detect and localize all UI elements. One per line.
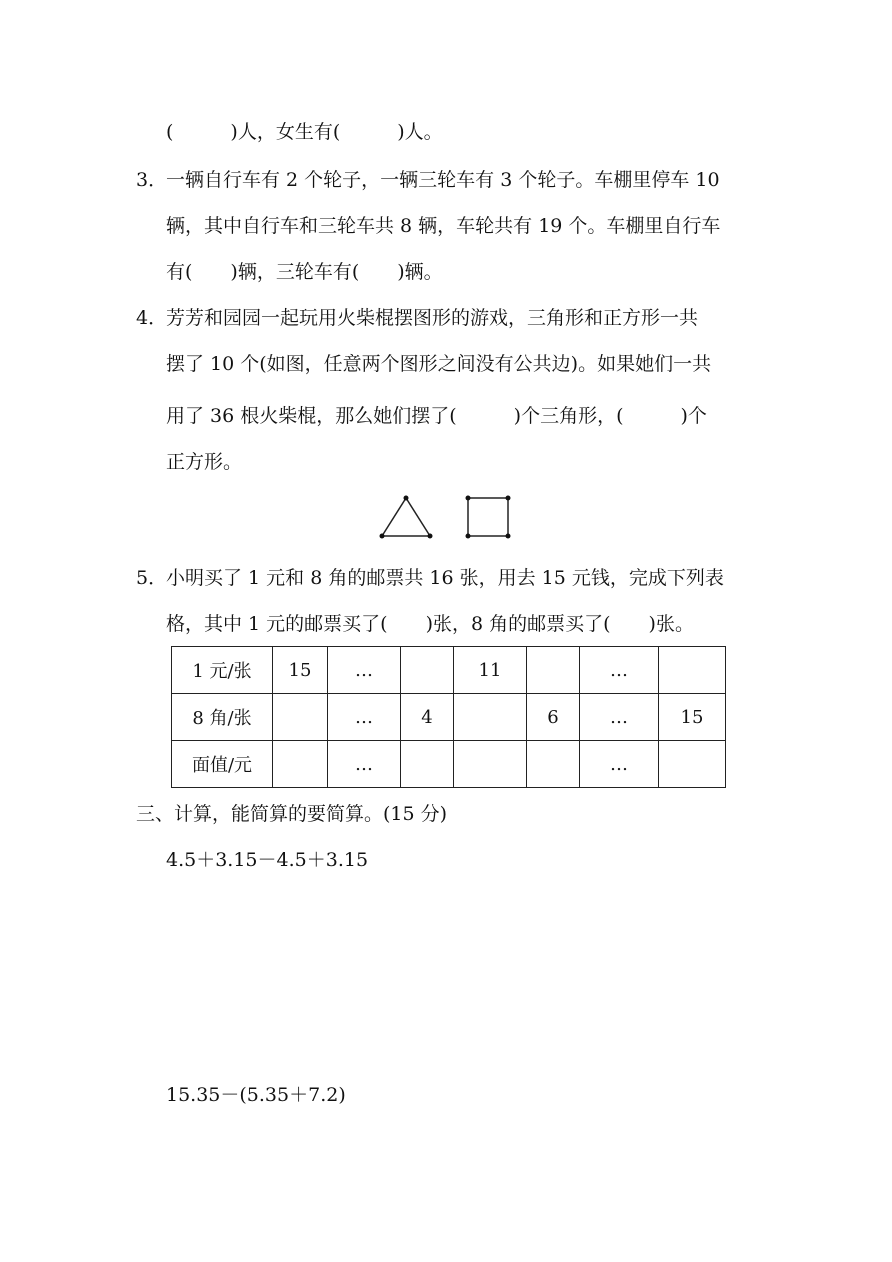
table-cell bbox=[454, 694, 527, 741]
q2-tail-line: ( )人，女生有( )人。 bbox=[166, 121, 443, 143]
table-cell bbox=[659, 647, 726, 694]
table-row bbox=[172, 694, 726, 741]
table-row bbox=[172, 647, 726, 694]
table-cell bbox=[659, 741, 726, 788]
q3-number: 3． bbox=[136, 169, 168, 191]
q3-line-1: 一辆自行车有 2 个轮子，一辆三轮车有 3 个轮子。车棚里停车 10 bbox=[166, 169, 720, 191]
q3-line-3: 有( )辆，三轮车有( )辆。 bbox=[166, 261, 443, 283]
table-cell bbox=[273, 741, 328, 788]
table-cell: … bbox=[580, 741, 659, 788]
q4-number: 4． bbox=[136, 307, 168, 329]
q4-line-2: 摆了 10 个(如图，任意两个图形之间没有公共边)。如果她们一共 bbox=[166, 353, 712, 375]
calc-expression-2: 15.35－(5.35＋7.2) bbox=[166, 1084, 346, 1106]
table-cell: 11 bbox=[454, 647, 527, 694]
table-cell: … bbox=[328, 694, 401, 741]
row-header: 8 角/张 bbox=[172, 694, 273, 741]
q5-number: 5． bbox=[136, 567, 168, 589]
q4-line-4: 正方形。 bbox=[166, 451, 243, 473]
table-cell: … bbox=[580, 647, 659, 694]
q5-line-2: 格，其中 1 元的邮票买了( )张，8 角的邮票买了( )张。 bbox=[166, 613, 694, 635]
table-cell: 15 bbox=[659, 694, 726, 741]
q4-line-3: 用了 36 根火柴棍，那么她们摆了( )个三角形，( )个 bbox=[166, 405, 707, 427]
stamp-table bbox=[171, 646, 726, 788]
square-figure bbox=[466, 496, 511, 539]
row-header: 1 元/张 bbox=[172, 647, 273, 694]
matchstick-figure bbox=[376, 492, 516, 542]
table-cell bbox=[273, 694, 328, 741]
table-row bbox=[172, 741, 726, 788]
q4-line-1: 芳芳和园园一起玩用火柴棍摆图形的游戏，三角形和正方形一共 bbox=[166, 307, 699, 329]
table-cell: 6 bbox=[527, 694, 580, 741]
table-cell: … bbox=[328, 741, 401, 788]
q5-line-1: 小明买了 1 元和 8 角的邮票共 16 张，用去 15 元钱，完成下列表 bbox=[166, 567, 724, 589]
table-cell: … bbox=[328, 647, 401, 694]
table-cell bbox=[401, 741, 454, 788]
calc-expression-1: 4.5＋3.15－4.5＋3.15 bbox=[166, 849, 369, 871]
table-cell bbox=[527, 741, 580, 788]
section-heading: 三、计算，能简算的要简算。(15 分) bbox=[136, 803, 448, 825]
table-cell: 4 bbox=[401, 694, 454, 741]
q3-line-2: 辆，其中自行车和三轮车共 8 辆，车轮共有 19 个。车棚里自行车 bbox=[166, 215, 721, 237]
triangle-figure bbox=[380, 496, 433, 539]
table-cell: 15 bbox=[273, 647, 328, 694]
table-cell bbox=[454, 741, 527, 788]
table-cell bbox=[527, 647, 580, 694]
table-cell bbox=[401, 647, 454, 694]
table-cell: … bbox=[580, 694, 659, 741]
row-header: 面值/元 bbox=[172, 741, 273, 788]
